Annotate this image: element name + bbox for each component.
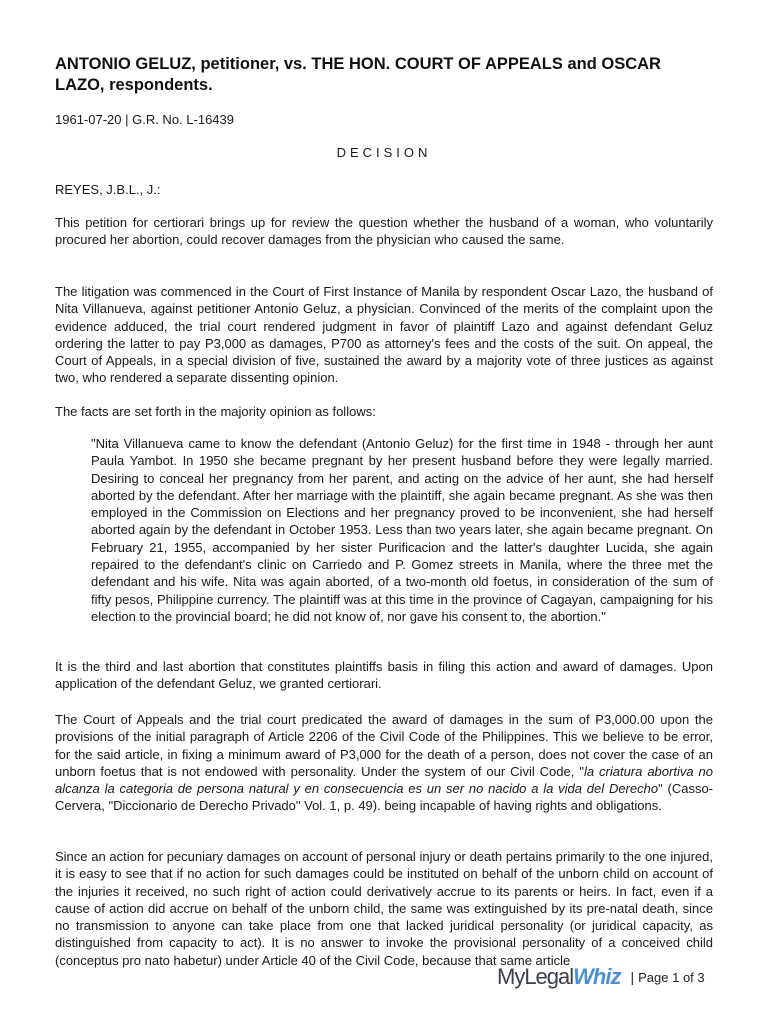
paragraph-6: Since an action for pecuniary damages on account of personal injury or death pertains primarily to the one injured, it is easy to see that if no action for such damages could be instituted on behalf of the unborn child on account of the injuries it received, no such right of action could derivatively accrue to its parents or heirs. In fact, even if a cause of action did accrue on behalf of the unborn child, the same was extinguished by its pre-natal death, since no transmission to anyone can take place from one that lacked juridical personality (or juridical capacity, as distinguished from capacity to act). It is no answer to invoke the provisional personality of a conceived child (conceptus pro nato habetur) under Article 40 of the Civil Code, because that same article [55,849,713,968]
paragraph-5-text-a: The Court of Appeals and the trial court predicated the award of damages in the sum of P3,000.00 upon the provisions of the initial paragraph of Article 2206 of the Civil Code of the Philippines. This we believe to be error, for the said article, in fixing a minimum award of P3,000 for the death of a person, does not cover the case of an unborn foetus that is not endowed with personality. Under the system of our Civil Code, " [55,712,713,779]
paragraph-3: The facts are set forth in the majority opinion as follows: [55,404,376,419]
footer [497,964,705,990]
case-title: ANTONIO GELUZ, petitioner, vs. THE HON. COURT OF APPEALS and OSCAR LAZO, respondents. [55,55,661,94]
mylegalwhiz-logo[interactable] [497,964,620,990]
paragraph-1: This petition for certiorari brings up for review the question whether the husband of a woman, who voluntarily procured her abortion, could recover damages from the physician who caused the same. [55,215,713,248]
decision-heading: DECISION [336,145,432,160]
paragraph-2: The litigation was commenced in the Court of First Instance of Manila by respondent Oscar Lazo, the husband of Nita Villanueva, against petitioner Antonio Geluz, a physician. Convinced of the merits of the complaint upon the evidence adduced, the trial court rendered judgment in favor of plaintiff Lazo and against defendant Geluz ordering the latter to pay P3,000 as damages, P700 as attorney's fees and the costs of the suit. On appeal, the Court of Appeals, in a special division of five, sustained the award by a majority vote of three justices as against two, who rendered a separate dissenting opinion. [55,284,713,386]
page-number: Page 1 of 3 [638,969,705,985]
footer-separator: | [630,969,635,985]
paragraph-4: It is the third and last abortion that constitutes plaintiffs basis in filing this action and award of damages. Upon application of the defendant Geluz, we granted certiorari. [55,659,713,692]
logo-text-whiz: Whiz [573,964,621,989]
logo-text-mylegal: MyLegal [497,964,574,989]
spanish-quote: la criatura abortiva no alcanza la categoria de persona natural y en consecuencia es un ser no nacido a la vida del Derecho [55,763,713,797]
paragraph-5-text-b: " (Casso-Cervera, "Diccionario de Derecho Privado" Vol. 1, p. 49). being incapable of having rights and obligations. [55,781,714,814]
ponente: REYES, J.B.L., J.: [55,182,161,197]
block-quote: "Nita Villanueva came to know the defendant (Antonio Geluz) for the first time in 1948 - through her aunt Paula Yambot. In 1950 she became pregnant by her present husband before they were legally married. Desiring to conceal her pregnancy from her parent, and acting on the advice of her aunt, she had herself aborted by the defendant. After her marriage with the plaintiff, she again became pregnant. As she was then employed in the Commission on Elections and her pregnancy proved to be inconvenient, she had herself aborted again by the defendant in October 1953. Less than two years later, she again became pregnant. On February 21, 1955, accompanied by her sister Purificacion and the latter's daughter Lucida, she again repaired to the defendant's clinic on Carriedo and P. Gomez streets in Manila, where the three met the defendant and his wife. Nita was again aborted, of a two-month old foetus, in consideration of the sum of fifty pesos, Philippine currency. The plaintiff was at this time in the province of Cagayan, campaigning for his election to the provincial board; he did not know of, nor gave his consent to, the abortion." [91,436,713,624]
case-date-and-number: 1961-07-20 | G.R. No. L-16439 [55,112,234,127]
paragraph-5 [55,711,713,815]
